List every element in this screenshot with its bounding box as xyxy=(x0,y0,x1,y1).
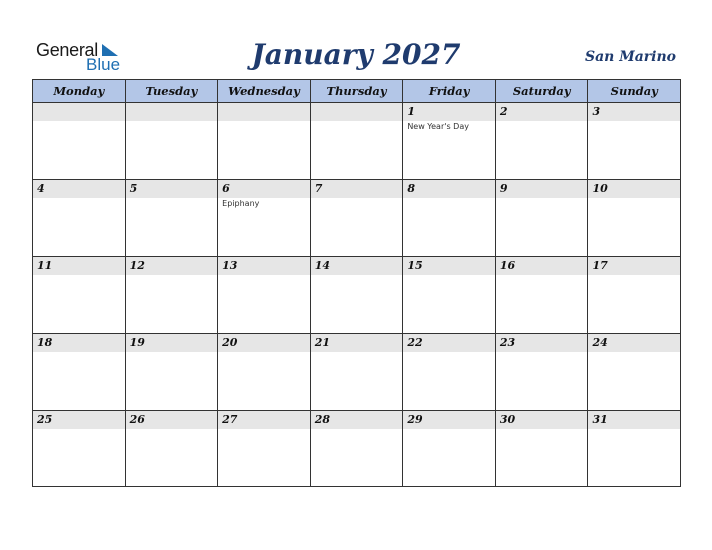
day-cell xyxy=(218,411,311,487)
day-cell xyxy=(218,257,311,333)
day-number: 21 xyxy=(311,334,403,352)
day-cell xyxy=(126,334,219,410)
day-number xyxy=(126,103,218,121)
day-number: 17 xyxy=(588,257,680,275)
weekday-header: Wednesday xyxy=(218,80,311,102)
weekday-header: Thursday xyxy=(311,80,404,102)
day-number: 16 xyxy=(496,257,588,275)
day-cell xyxy=(403,103,496,179)
day-cell xyxy=(33,411,126,487)
day-cell xyxy=(496,180,589,256)
day-cell xyxy=(126,411,219,487)
weekday-header: Sunday xyxy=(610,84,658,98)
day-number: 24 xyxy=(588,334,680,352)
day-number: 3 xyxy=(588,103,680,121)
day-cell xyxy=(403,180,496,256)
day-cell xyxy=(33,257,126,333)
day-number: 19 xyxy=(126,334,218,352)
day-number: 30 xyxy=(496,411,588,429)
day-cell xyxy=(403,334,496,410)
day-cell xyxy=(33,180,126,256)
day-number: 9 xyxy=(496,180,588,198)
weekday-header: Monday xyxy=(33,80,126,102)
day-cell xyxy=(33,334,126,410)
day-cell xyxy=(588,334,680,410)
day-number xyxy=(218,103,310,121)
day-number: 2 xyxy=(496,103,588,121)
day-cell xyxy=(218,103,311,179)
day-cell xyxy=(33,103,126,179)
day-cell xyxy=(311,180,404,256)
day-cell xyxy=(588,103,680,179)
day-number: 10 xyxy=(588,180,680,198)
day-number: 6 xyxy=(218,180,310,198)
day-cell xyxy=(496,411,589,487)
day-number: 29 xyxy=(403,411,495,429)
day-cell xyxy=(588,257,680,333)
day-number xyxy=(33,103,125,121)
day-number: 25 xyxy=(33,411,125,429)
week-row xyxy=(33,334,680,411)
calendar-grid xyxy=(32,79,681,487)
day-number: 14 xyxy=(311,257,403,275)
week-row xyxy=(33,411,680,487)
day-number: 22 xyxy=(403,334,495,352)
day-cell xyxy=(588,180,680,256)
day-cell xyxy=(311,103,404,179)
day-cell xyxy=(126,103,219,179)
day-number: 28 xyxy=(311,411,403,429)
week-row xyxy=(33,180,680,257)
weekday-header: Saturday xyxy=(496,80,589,102)
week-row xyxy=(33,103,680,180)
day-number: 26 xyxy=(126,411,218,429)
day-number: 1 xyxy=(403,103,495,121)
day-number: 13 xyxy=(218,257,310,275)
day-cell xyxy=(311,411,404,487)
day-cell xyxy=(126,257,219,333)
country-name: San Marino xyxy=(584,49,676,65)
logo-text-general: General xyxy=(36,40,98,60)
day-number: 18 xyxy=(33,334,125,352)
logo-text-blue: Blue xyxy=(86,55,121,74)
holiday-label: New Year's Day xyxy=(407,122,469,131)
day-number: 23 xyxy=(496,334,588,352)
day-number: 15 xyxy=(403,257,495,275)
day-cell xyxy=(403,411,496,487)
day-cell xyxy=(311,257,404,333)
day-cell xyxy=(496,257,589,333)
day-number: 8 xyxy=(403,180,495,198)
day-number: 7 xyxy=(311,180,403,198)
day-number: 12 xyxy=(126,257,218,275)
day-cell xyxy=(311,334,404,410)
day-cell xyxy=(496,103,589,179)
weekday-header-row xyxy=(33,80,680,103)
day-number: 27 xyxy=(218,411,310,429)
day-number: 11 xyxy=(33,257,125,275)
day-cell xyxy=(218,334,311,410)
weekday-header: Friday xyxy=(403,80,496,102)
week-row xyxy=(33,257,680,334)
day-number: 4 xyxy=(33,180,125,198)
weekday-header: Tuesday xyxy=(126,80,219,102)
day-cell xyxy=(403,257,496,333)
day-number xyxy=(311,103,403,121)
day-cell xyxy=(496,334,589,410)
day-cell xyxy=(126,180,219,256)
calendar-title: January 2027 xyxy=(251,38,461,71)
holiday-label: Epiphany xyxy=(222,199,260,208)
day-number: 5 xyxy=(126,180,218,198)
day-number: 20 xyxy=(218,334,310,352)
day-cell xyxy=(588,411,680,487)
day-cell xyxy=(218,180,311,256)
day-number: 31 xyxy=(588,411,680,429)
